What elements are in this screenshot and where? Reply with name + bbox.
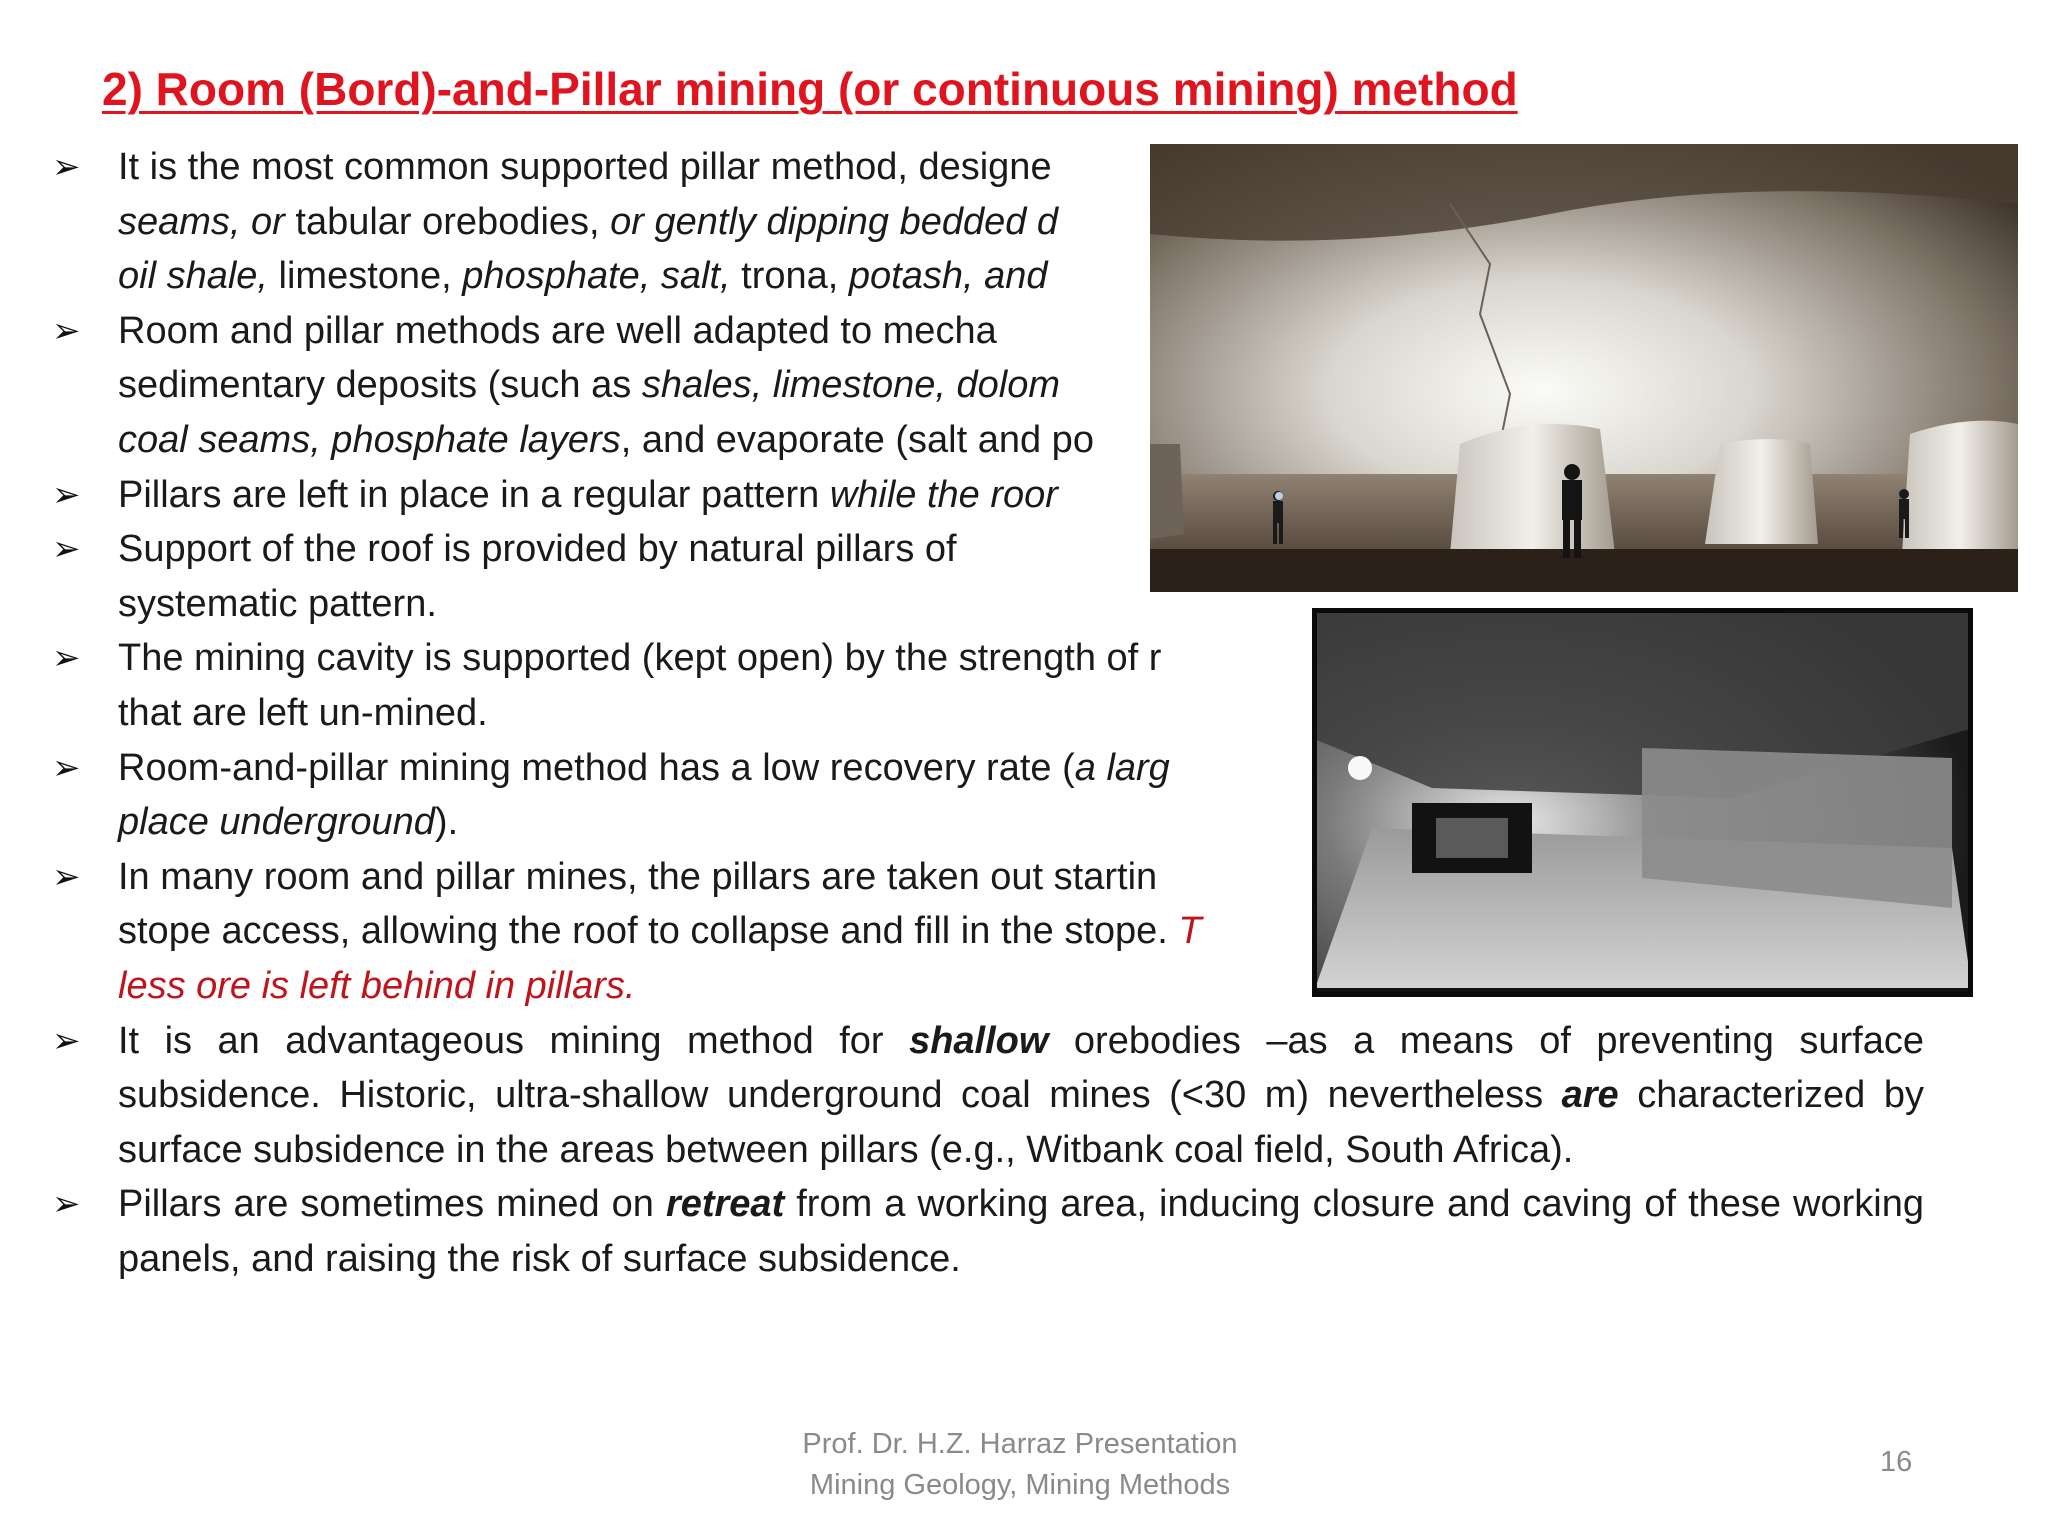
tunnel-illustration bbox=[1312, 608, 1973, 997]
text-run: sedimentary deposits (such as bbox=[118, 364, 642, 407]
text-run: characterized by surface subsidence in the areas between pillars (e.g., Witbank coal field, South Africa). bbox=[118, 1074, 1924, 1171]
footer-course: Mining Geology, Mining Methods bbox=[809, 1469, 1231, 1501]
text-run: The mining cavity is supported (kept open) by the strength of r bbox=[118, 637, 1162, 680]
text-run: a larg bbox=[1074, 746, 1170, 789]
text-run: It is the most common supported pillar method, designe bbox=[118, 146, 1052, 188]
bullet-item-8 bbox=[52, 1014, 1924, 1178]
bullet-item-9 bbox=[52, 1177, 1924, 1286]
text-run: Pillars are sometimes mined on bbox=[118, 1183, 666, 1226]
slide-title: 2) Room (Bord)-and-Pillar mining (or continuous mining) method bbox=[102, 63, 1518, 115]
text-run: It is an advantageous mining method for bbox=[118, 1019, 910, 1062]
text-run: tabular orebodies, bbox=[284, 200, 611, 243]
text-run: phosphate, salt, bbox=[462, 255, 731, 298]
pillar-left bbox=[1150, 444, 1184, 539]
text-run: Support of the roof is provided by natural pillars of bbox=[118, 528, 957, 571]
floor-shadow bbox=[1150, 549, 2018, 592]
page-number: 16 bbox=[1880, 1446, 1913, 1478]
text-run: place underground bbox=[118, 801, 435, 844]
text-run: shallow bbox=[909, 1019, 1049, 1062]
text-paragraph bbox=[118, 1014, 1924, 1178]
text-run: potash, and bbox=[848, 255, 1048, 298]
text-run: shales, limestone, dolom bbox=[641, 364, 1061, 407]
text-run: while the roor bbox=[829, 473, 1058, 516]
slide-footer bbox=[740, 1424, 1300, 1506]
mine-tunnel-photo bbox=[1312, 608, 1973, 997]
text-run: , and evaporate (salt and po bbox=[620, 418, 1094, 461]
text-run: Room and pillar methods are well adapted to mecha bbox=[118, 309, 997, 352]
text-run: coal seams, phosphate layers bbox=[118, 418, 621, 461]
text-run: Room-and-pillar mining method has a low recovery rate ( bbox=[118, 746, 1075, 789]
text-run: from a working area, inducing closure and caving of these working panels, and raising the risk of surface subsidence. bbox=[118, 1183, 1924, 1280]
text-run: orebodies –as a means of preventing surface subsidence. Historic, ultra-shallow underground coal mines (<30 m) nevertheless bbox=[118, 1019, 1924, 1117]
arrow-bullet-icon: ➢ bbox=[52, 530, 81, 569]
pillar-far-right bbox=[1902, 421, 2018, 554]
room-and-pillar-cavern-photo bbox=[1150, 144, 2018, 592]
arrow-bullet-icon: ➢ bbox=[52, 475, 81, 514]
footer-author: Prof. Dr. H.Z. Harraz Presentation bbox=[802, 1428, 1238, 1460]
pillar-right bbox=[1705, 439, 1818, 544]
cavern-illustration bbox=[1150, 144, 2018, 592]
text-run: limestone, bbox=[267, 255, 463, 298]
tunnel-lamp bbox=[1348, 756, 1372, 780]
arrow-bullet-icon: ➢ bbox=[52, 148, 81, 186]
tunnel-portal-inner bbox=[1436, 818, 1508, 858]
text-run: or gently dipping bedded d bbox=[610, 200, 1059, 243]
arrow-bullet-icon: ➢ bbox=[52, 639, 81, 678]
text-run: are bbox=[1561, 1074, 1619, 1117]
text-run: retreat bbox=[665, 1183, 785, 1226]
text-paragraph bbox=[118, 1177, 1924, 1286]
text-run: trona, bbox=[730, 255, 849, 298]
text-run: oil shale, bbox=[118, 255, 268, 298]
text-run: that are left un-mined. bbox=[118, 691, 488, 734]
text-run: T bbox=[1178, 910, 1202, 953]
pillar-center bbox=[1450, 424, 1615, 554]
text-run: Pillars are left in place in a regular pattern bbox=[118, 473, 830, 516]
text-run: In many room and pillar mines, the pillars are taken out startin bbox=[118, 855, 1158, 898]
arrow-bullet-icon: ➢ bbox=[52, 1185, 81, 1224]
text-run: seams, or bbox=[118, 200, 285, 243]
text-run: less ore is left behind in pillars. bbox=[118, 964, 636, 1007]
headlamp-glow bbox=[1275, 492, 1283, 500]
arrow-bullet-icon: ➢ bbox=[52, 748, 81, 787]
arrow-bullet-icon: ➢ bbox=[52, 311, 81, 350]
text-run: ). bbox=[434, 801, 459, 844]
arrow-bullet-icon: ➢ bbox=[52, 857, 81, 896]
text-run: stope access, allowing the roof to collapse and fill in the stope. bbox=[118, 910, 1179, 953]
text-run: systematic pattern. bbox=[118, 582, 437, 625]
arrow-bullet-icon: ➢ bbox=[52, 1021, 81, 1060]
